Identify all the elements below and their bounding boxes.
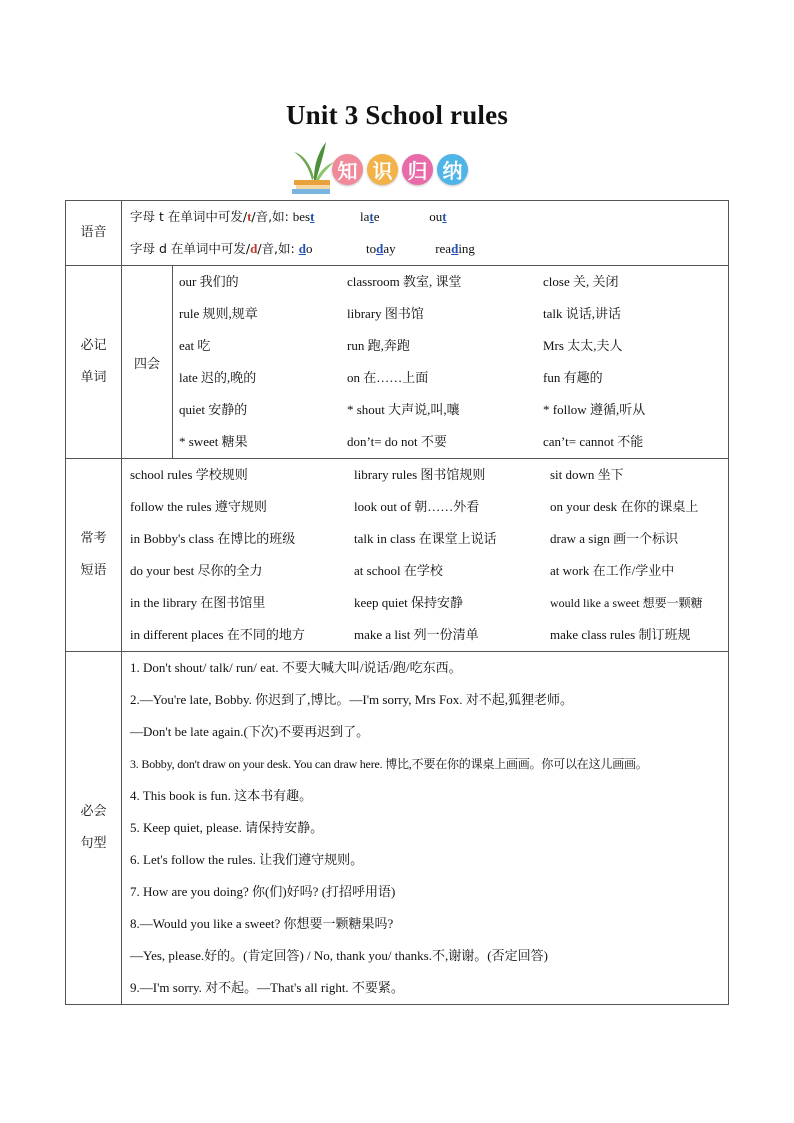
phonics-section <box>66 201 729 266</box>
sentence-line: —Yes, please.好的。(肯定回答) / No, thank you/ thanks.不,谢谢。(否定回答) <box>130 948 548 963</box>
phonics-example: today <box>365 241 396 256</box>
phonics-sound: d <box>250 241 258 256</box>
phonics-example: late <box>360 209 380 224</box>
vocab-inner-table <box>122 266 728 458</box>
vocab-row: our 我们的 classroom 教室, 课堂 close 关, 关闭 <box>179 274 619 289</box>
sentence-line: —Don't be late again.(下次)不要再迟到了。 <box>130 724 370 739</box>
phonics-example: out <box>429 209 447 224</box>
phonics-example: reading <box>435 241 475 256</box>
vocab-label-line: 单词 <box>80 370 107 385</box>
phrases-label <box>66 459 122 652</box>
sentence-line: 5. Keep quiet, please. 请保持安静。 <box>130 820 324 835</box>
phrase-row: in the library 在图书馆里 keep quiet 保持安静 would like a sweet 想要一颗糖 <box>130 595 703 610</box>
badge-char: 归 <box>402 154 433 185</box>
phrase-row: in Bobby's class 在博比的班级 talk in class 在课堂上说话 draw a sign 画一个标识 <box>130 531 679 546</box>
sentences-section <box>66 652 729 1005</box>
section-badge <box>290 140 480 196</box>
sentence-line: 6. Let's follow the rules. 让我们遵守规则。 <box>130 852 364 867</box>
phrases-label-line: 常考 <box>80 531 107 546</box>
sentences-label <box>66 652 122 1005</box>
sentences-label-line: 必会 <box>80 804 107 819</box>
phonics-sound: t <box>247 209 252 224</box>
vocab-row: rule 规则,规章 library 图书馆 talk 说话,讲话 <box>179 306 621 321</box>
phrase-row: do your best 尽你的全力 at school 在学校 at work 在工作/学业中 <box>130 563 675 578</box>
vocab-row: * sweet 糖果 don’t= do not 不要 can’t= cannot 不能 <box>179 434 644 449</box>
sentence-line: 2.—You're late, Bobby. 你迟到了,博比。—I'm sorry, Mrs Fox. 对不起,狐狸老师。 <box>130 692 573 707</box>
sentences-label-line: 句型 <box>80 836 107 851</box>
sentences-content <box>122 652 729 1005</box>
phonics-example: do <box>298 241 313 256</box>
badge-char: 识 <box>367 154 398 185</box>
vocab-row: late 迟的,晚的 on 在……上面 fun 有趣的 <box>179 370 603 385</box>
phonics-text: /音,如: <box>257 241 299 256</box>
vocab-label <box>66 266 122 459</box>
vocab-section <box>66 266 729 459</box>
vocab-sublabel: 四会 <box>122 266 173 458</box>
phrases-content <box>122 459 729 652</box>
phrases-section <box>66 459 729 652</box>
phrase-row: school rules 学校规则 library rules 图书馆规则 sit down 坐下 <box>130 467 624 482</box>
plant-books-icon <box>290 140 336 194</box>
phonics-content <box>122 201 729 266</box>
badge-char: 知 <box>332 154 363 185</box>
phonics-text: 字母 t 在单词中可发/ <box>130 209 248 224</box>
phonics-example: best <box>292 209 315 224</box>
phonics-text: 字母 d 在单词中可发/ <box>130 241 251 256</box>
phrase-row: follow the rules 遵守规则 look out of 朝……外看 on your desk 在你的课桌上 <box>130 499 699 514</box>
phrase-row: in different places 在不同的地方 make a list 列一份清单 make class rules 制订班规 <box>130 627 691 642</box>
phonics-line-d <box>122 233 728 265</box>
knowledge-table <box>65 200 729 1005</box>
vocab-row: quiet 安静的 * shout 大声说,叫,嚷 * follow 遵循,听从 <box>179 402 646 417</box>
sentence-line: 7. How are you doing? 你(们)好吗? (打招呼用语) <box>130 884 396 899</box>
phonics-text: /音,如: <box>251 209 293 224</box>
phrases-label-line: 短语 <box>80 563 107 578</box>
sentence-line: 8.—Would you like a sweet? 你想要一颗糖果吗? <box>130 916 394 931</box>
phonics-label: 语音 <box>66 201 122 266</box>
vocab-label-line: 必记 <box>80 338 107 353</box>
vocab-content <box>122 266 729 459</box>
vocab-row: eat 吃 run 跑,奔跑 Mrs 太太,夫人 <box>179 338 623 353</box>
page-title: Unit 3 School rules <box>285 100 509 130</box>
sentence-line: 4. This book is fun. 这本书有趣。 <box>130 788 313 803</box>
sentence-line: 1. Don't shout/ talk/ run/ eat. 不要大喊大叫/说话/跑/吃东西。 <box>130 660 462 675</box>
phonics-line-t <box>122 201 728 233</box>
sentence-line: 9.—I'm sorry. 对不起。—That's all right. 不要紧。 <box>130 980 404 995</box>
badge-char: 纳 <box>437 154 468 185</box>
vocab-rows <box>173 266 729 458</box>
sentence-line: 3. Bobby, don't draw on your desk. You can draw here. 博比,不要在你的课桌上画画。你可以在这儿画画。 <box>130 757 648 771</box>
